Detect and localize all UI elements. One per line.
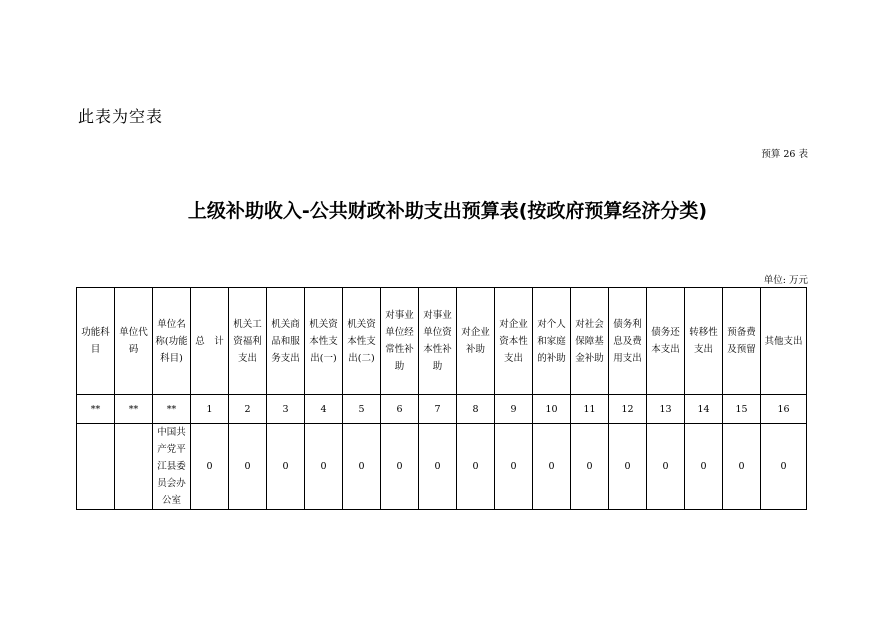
table-cell: 0 — [609, 424, 647, 510]
table-cell: 0 — [457, 424, 495, 510]
table-cell: 0 — [419, 424, 457, 510]
table-cell: 0 — [495, 424, 533, 510]
column-number: 4 — [305, 395, 343, 424]
column-number: 11 — [571, 395, 609, 424]
header-row — [77, 288, 807, 395]
table-cell: 0 — [761, 424, 807, 510]
column-number: 3 — [267, 395, 305, 424]
column-header: 对社会保障基金补助 — [571, 288, 609, 395]
table-cell — [77, 424, 115, 510]
budget-table — [76, 287, 807, 510]
column-header: 机关商品和服务支出 — [267, 288, 305, 395]
table-cell: 0 — [571, 424, 609, 510]
column-header: 机关资本性支出(一) — [305, 288, 343, 395]
table-cell: 中国共产党平江县委员会办公室 — [153, 424, 191, 510]
column-number: 9 — [495, 395, 533, 424]
page-title: 上级补助收入-公共财政补助支出预算表(按政府预算经济分类) — [187, 200, 708, 222]
table-row — [77, 424, 807, 510]
column-header: 转移性支出 — [685, 288, 723, 395]
column-header: 对事业单位资本性补助 — [419, 288, 457, 395]
column-number: 12 — [609, 395, 647, 424]
column-header: 单位代码 — [115, 288, 153, 395]
table-cell: 0 — [533, 424, 571, 510]
column-number: 10 — [533, 395, 571, 424]
column-header: 对个人和家庭的补助 — [533, 288, 571, 395]
column-number: 2 — [229, 395, 267, 424]
table-cell: 0 — [267, 424, 305, 510]
column-number: ** — [153, 395, 191, 424]
table-cell — [115, 424, 153, 510]
column-number: 15 — [723, 395, 761, 424]
column-number: 13 — [647, 395, 685, 424]
column-header: 单位名称(功能科目) — [153, 288, 191, 395]
column-header: 预备费及预留 — [723, 288, 761, 395]
column-number: 14 — [685, 395, 723, 424]
unit-label: 单位: 万元 — [763, 275, 808, 286]
column-number-row — [77, 395, 807, 424]
column-header: 机关工资福利支出 — [229, 288, 267, 395]
column-header: 对事业单位经常性补助 — [381, 288, 419, 395]
column-number: ** — [77, 395, 115, 424]
column-header: 对企业补助 — [457, 288, 495, 395]
column-header: 功能科目 — [77, 288, 115, 395]
table-cell: 0 — [381, 424, 419, 510]
table-cell: 0 — [229, 424, 267, 510]
column-number: 16 — [761, 395, 807, 424]
column-number: 8 — [457, 395, 495, 424]
table-cell: 0 — [305, 424, 343, 510]
form-number: 预算 26 表 — [761, 149, 808, 160]
table-cell: 0 — [191, 424, 229, 510]
column-header: 总 计 — [191, 288, 229, 395]
column-header: 债务利息及费用支出 — [609, 288, 647, 395]
column-number: 6 — [381, 395, 419, 424]
column-number: 1 — [191, 395, 229, 424]
empty-table-note: 此表为空表 — [78, 107, 164, 126]
column-header: 对企业资本性支出 — [495, 288, 533, 395]
column-header: 债务还本支出 — [647, 288, 685, 395]
table-cell: 0 — [723, 424, 761, 510]
column-header: 其他支出 — [761, 288, 807, 395]
column-number: 5 — [343, 395, 381, 424]
column-number: 7 — [419, 395, 457, 424]
table-cell: 0 — [685, 424, 723, 510]
column-number: ** — [115, 395, 153, 424]
table-cell: 0 — [343, 424, 381, 510]
column-header: 机关资本性支出(二) — [343, 288, 381, 395]
table-cell: 0 — [647, 424, 685, 510]
